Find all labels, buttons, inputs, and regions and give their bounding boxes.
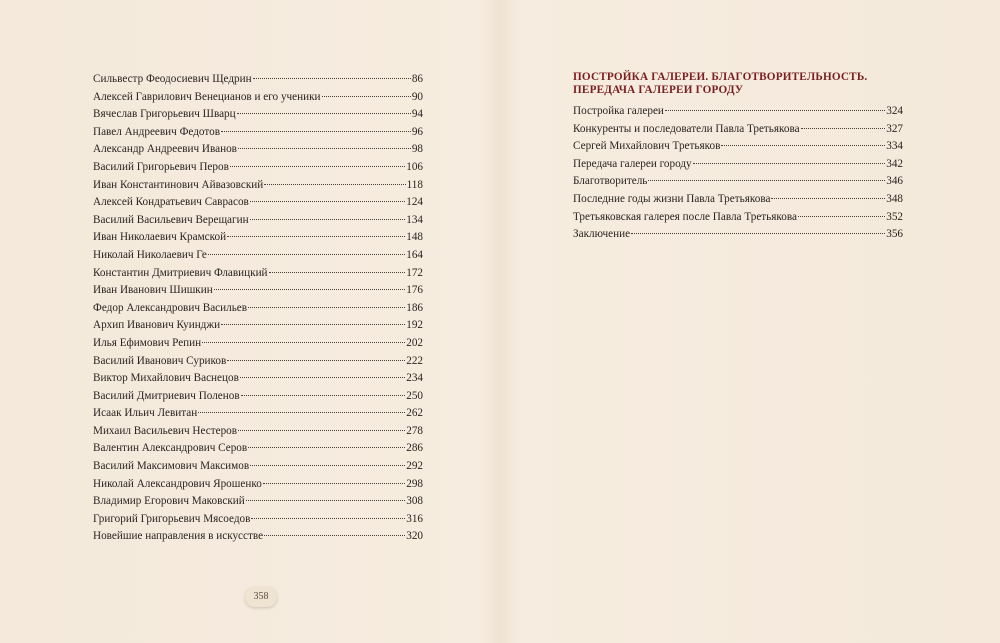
right-table-of-contents: [573, 71, 903, 244]
toc-entry-page: 94: [411, 108, 423, 121]
toc-entry: [93, 247, 423, 265]
toc-entry-page: 148: [406, 231, 423, 244]
toc-leader-dots: [214, 289, 406, 290]
toc-leader-dots: [221, 324, 405, 325]
toc-entry: [93, 141, 423, 159]
toc-entry: [93, 124, 423, 142]
toc-leader-dots: [248, 307, 405, 308]
toc-leader-dots: [250, 201, 405, 202]
toc-entry-page: 96: [411, 125, 423, 138]
toc-leader-dots: [693, 163, 886, 164]
toc-leader-dots: [227, 360, 405, 361]
toc-leader-dots: [263, 483, 405, 484]
toc-leader-dots: [665, 110, 885, 111]
page-number-badge: 358: [245, 587, 277, 607]
toc-entry-page: 98: [411, 143, 423, 156]
toc-entry: [93, 335, 423, 353]
section-heading-line-1: ПОСТРОЙКА ГАЛЕРЕИ. БЛАГОТВОРИТЕЛЬНОСТЬ.: [573, 71, 868, 83]
toc-entry-title: Третьяковская галерея после Павла Третьякова: [573, 210, 797, 223]
toc-entry-page: 316: [406, 512, 423, 525]
toc-entry-page: 164: [406, 248, 423, 261]
toc-entry-page: 298: [406, 477, 423, 490]
toc-entry-page: 202: [406, 336, 423, 349]
toc-leader-dots: [250, 465, 405, 466]
toc-entry: [93, 528, 423, 546]
toc-leader-dots: [648, 180, 885, 181]
toc-leader-dots: [198, 412, 405, 413]
toc-leader-dots: [253, 78, 411, 79]
right-toc-list: [573, 103, 903, 244]
toc-entry-title: Постройка галереи: [573, 105, 664, 117]
toc-leader-dots: [798, 216, 885, 217]
toc-entry-title: Василий Григорьевич Перов: [93, 160, 229, 173]
toc-leader-dots: [269, 272, 406, 273]
section-heading: [573, 71, 903, 97]
toc-entry-title: Павел Андреевич Федотов: [93, 125, 220, 138]
toc-entry-title: Михаил Васильевич Нестеров: [93, 424, 238, 437]
toc-leader-dots: [221, 131, 411, 132]
toc-leader-dots: [250, 219, 406, 220]
toc-entry-page: 334: [886, 140, 903, 153]
toc-entry-title: Сильвестр Феодосиевич Щедрин: [93, 73, 252, 85]
toc-entry: [93, 177, 423, 195]
toc-entry-page: 346: [886, 175, 903, 188]
toc-entry: [573, 103, 903, 121]
toc-entry-title: Владимир Егорович Маковский: [93, 495, 245, 508]
toc-entry-page: 106: [406, 160, 423, 173]
toc-entry-page: 186: [406, 301, 423, 314]
toc-entry-page: 308: [406, 495, 423, 508]
toc-leader-dots: [241, 395, 406, 396]
toc-entry-title: Заключение: [573, 228, 631, 241]
toc-entry-page: 324: [886, 105, 903, 117]
toc-entry: [93, 229, 423, 247]
toc-entry-page: 234: [406, 372, 423, 385]
toc-entry: [93, 317, 423, 335]
toc-entry: [573, 138, 903, 156]
toc-entry-page: 342: [886, 157, 903, 170]
toc-entry: [93, 159, 423, 177]
toc-entry-page: 192: [406, 319, 423, 332]
toc-entry-page: 320: [406, 530, 423, 543]
toc-entry: [93, 476, 423, 494]
toc-entry: [93, 71, 423, 89]
toc-entry-title: Новейшие направления в искусстве: [93, 530, 264, 543]
toc-entry-title: Передача галереи городу: [573, 157, 692, 170]
toc-entry-title: Николай Николаевич Ге: [93, 248, 207, 261]
toc-entry-page: 262: [406, 407, 423, 420]
toc-entry: [93, 106, 423, 124]
toc-entry-title: Илья Ефимович Репин: [93, 336, 202, 349]
toc-entry-page: 348: [886, 192, 903, 205]
toc-entry-title: Василий Максимович Максимов: [93, 460, 250, 473]
toc-entry-page: 286: [406, 442, 423, 455]
toc-leader-dots: [322, 96, 411, 97]
toc-entry: [93, 511, 423, 529]
toc-entry-title: Виктор Михайлович Васнецов: [93, 372, 239, 385]
toc-entry-title: Исаак Ильич Левитан: [93, 407, 198, 420]
toc-leader-dots: [208, 254, 405, 255]
toc-entry-title: Благотворитель: [573, 175, 648, 188]
toc-entry-title: Константин Дмитриевич Флавицкий: [93, 266, 268, 279]
toc-leader-dots: [202, 342, 405, 343]
toc-entry: [93, 89, 423, 107]
toc-entry: [93, 353, 423, 371]
toc-entry: [93, 265, 423, 283]
toc-entry-title: Василий Иванович Суриков: [93, 354, 227, 367]
toc-entry-page: 222: [406, 354, 423, 367]
left-table-of-contents: [93, 71, 423, 546]
toc-leader-dots: [251, 518, 405, 519]
toc-leader-dots: [771, 198, 885, 199]
toc-leader-dots: [264, 184, 405, 185]
toc-entry-title: Вячеслав Григорьевич Шварц: [93, 108, 236, 121]
toc-entry-title: Архип Иванович Куинджи: [93, 319, 221, 332]
toc-entry: [573, 121, 903, 139]
toc-leader-dots: [264, 535, 405, 536]
toc-entry-page: 292: [406, 460, 423, 473]
toc-leader-dots: [238, 148, 411, 149]
toc-entry: [93, 212, 423, 230]
toc-entry-title: Иван Николаевич Крамской: [93, 231, 227, 244]
toc-entry-page: 124: [406, 196, 423, 209]
toc-leader-dots: [230, 166, 405, 167]
toc-entry-title: Александр Андреевич Иванов: [93, 143, 237, 156]
toc-leader-dots: [721, 145, 885, 146]
toc-entry: [93, 440, 423, 458]
toc-entry-title: Василий Васильевич Верещагин: [93, 213, 249, 226]
section-heading-line-2: ПЕРЕДАЧА ГАЛЕРЕИ ГОРОДУ: [573, 84, 744, 96]
toc-entry: [93, 300, 423, 318]
toc-entry-title: Григорий Григорьевич Мясоедов: [93, 512, 251, 525]
toc-entry-title: Алексей Кондратьевич Саврасов: [93, 196, 249, 209]
toc-entry-title: Федор Александрович Васильев: [93, 301, 248, 314]
toc-leader-dots: [801, 128, 886, 129]
toc-entry-title: Конкуренты и последователи Павла Третьякова: [573, 122, 800, 135]
toc-entry-title: Иван Иванович Шишкин: [93, 284, 213, 297]
toc-entry: [93, 282, 423, 300]
toc-entry-page: 250: [406, 389, 423, 402]
toc-leader-dots: [227, 236, 405, 237]
toc-entry-title: Валентин Александрович Серов: [93, 442, 248, 455]
toc-entry: [93, 405, 423, 423]
toc-entry-page: 90: [411, 90, 423, 103]
toc-entry-title: Иван Константинович Айвазовский: [93, 178, 264, 191]
toc-entry: [93, 370, 423, 388]
toc-entry-title: Николай Александрович Ярошенко: [93, 477, 262, 490]
toc-entry: [93, 423, 423, 441]
toc-entry: [93, 388, 423, 406]
toc-entry: [93, 493, 423, 511]
toc-entry-title: Василий Дмитриевич Поленов: [93, 389, 240, 402]
toc-leader-dots: [248, 447, 405, 448]
toc-entry: [573, 226, 903, 244]
toc-entry-title: Алексей Гаврилович Венецианов и его ученики: [93, 90, 321, 103]
toc-entry-page: 172: [406, 266, 423, 279]
toc-entry-page: 86: [411, 73, 423, 85]
toc-entry-title: Последние годы жизни Павла Третьякова: [573, 192, 771, 205]
toc-entry: [573, 173, 903, 191]
toc-entry: [573, 191, 903, 209]
toc-leader-dots: [240, 377, 405, 378]
toc-entry: [573, 156, 903, 174]
toc-entry: [93, 458, 423, 476]
toc-leader-dots: [238, 430, 405, 431]
toc-entry-page: 278: [406, 424, 423, 437]
toc-entry-page: 352: [886, 210, 903, 223]
toc-entry-page: 327: [886, 122, 903, 135]
toc-entry-page: 134: [406, 213, 423, 226]
toc-leader-dots: [631, 233, 885, 234]
toc-entry-page: 118: [406, 178, 423, 191]
toc-entry: [573, 209, 903, 227]
toc-entry-title: Сергей Михайлович Третьяков: [573, 140, 721, 153]
toc-entry-page: 176: [406, 284, 423, 297]
toc-entry-page: 356: [886, 228, 903, 241]
toc-entry: [93, 194, 423, 212]
toc-leader-dots: [237, 113, 411, 114]
toc-leader-dots: [246, 500, 405, 501]
